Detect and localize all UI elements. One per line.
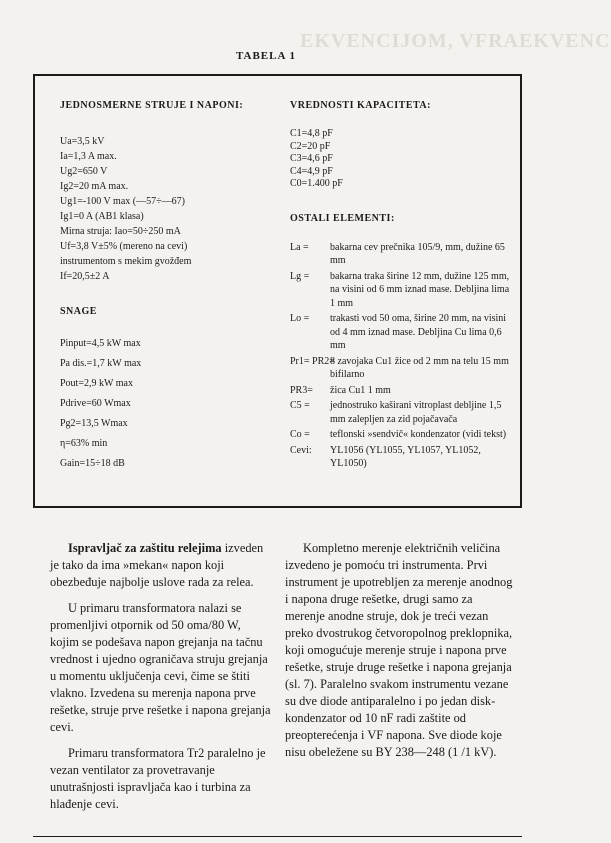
dc-line: Ia=1,3 A max. xyxy=(60,151,117,162)
paragraph xyxy=(50,540,272,591)
dc-line: Ug2=650 V xyxy=(60,166,108,177)
table-title: TABELA 1 xyxy=(236,50,297,62)
element-item xyxy=(290,355,512,382)
power-line: Pa dis.=1,7 kW max xyxy=(60,358,142,369)
dc-line: If=20,5±2 A xyxy=(60,271,110,282)
footer-rule xyxy=(33,836,522,837)
element-item xyxy=(290,241,512,268)
element-value: žica Cu1 1 mm xyxy=(330,384,391,396)
power-line: Pinput=4,5 kW max xyxy=(60,338,141,349)
dc-line: Ua=3,5 kV xyxy=(60,136,105,147)
element-item xyxy=(290,399,512,426)
table-border-bottom xyxy=(33,506,522,508)
table-right-column xyxy=(290,100,512,473)
paragraph: Primaru transformatora Tr2 paralelno je vezan ventilator za provetravanje unutrašnjosti ispravljača kao i turbina za hlađenje cevi. xyxy=(50,746,266,811)
dc-line: Uf=3,8 V±5% (mereno na cevi) xyxy=(60,241,188,252)
dc-line: Ug1=-100 V max (—57÷—67) xyxy=(60,196,185,207)
table-border-top xyxy=(33,74,522,76)
element-item xyxy=(290,270,512,311)
element-key: Lg = xyxy=(290,270,310,282)
paragraph-lead: Ispravljač za zaštitu relejima xyxy=(68,541,222,555)
element-value: teflonski »sendvič« kondenzator (vidi tekst) xyxy=(330,429,507,440)
element-item xyxy=(290,384,512,398)
paragraph-text: izveden je tako da ima »mekan« napon koji obezbeđuje najbolje uslove rada za relea. xyxy=(50,541,264,589)
element-item xyxy=(290,428,512,442)
element-key: Lo = xyxy=(290,313,310,324)
paragraph: U primaru transformatora nalazi se promenljivi otpornik od 50 oma/80 W, kojim se podešava napon grejanja na tačnu vrednost i ujedno ograničava struju grejanja u momentu uključenja cevi, čime se štiti vlakno. Izvedena su merenja napona prve rešetke, struje prve rešetke i napona grejanja cevi. xyxy=(50,601,271,734)
body-left-column xyxy=(50,540,272,822)
table-left-column xyxy=(60,100,270,474)
paragraph: Kompletno merenje električnih veličina izvedeno je pomoću tri instrumenta. Prvi instrument je upotrebljen za merenje anodnog i napona druge rešetke, drugi samo za merenje anodne struje, dok je treći vezan preko dvostrukog četvoropolnog preklopnika, koji omogućuje merenje struje i napona prve rešetke, struje druge rešetke i napona grejanja (sl. 7). Paralelno svakom instrumentu vezane su dve diode antiparalelno i po jedan disk-kondenzator od 10 nF radi zaštite od preopterećenja i VF napona. Sve diode koje nisu obeležene su BY 238—248 (1 /1 kV). xyxy=(285,541,513,759)
cap-line: C1=4,8 pF xyxy=(290,128,333,139)
element-key: La = xyxy=(290,241,309,253)
power-line: Pout=2,9 kW max xyxy=(60,378,133,389)
cap-line: C2=20 pF xyxy=(290,140,331,152)
dc-line: instrumentom s mekim gvožđem xyxy=(60,256,192,267)
element-value: bakarna traka širine 12 mm, dužine 125 mm, na visini od 6 mm iznad mase. Debljina lima 1 mm xyxy=(330,270,510,309)
dc-heading: JEDNOSMERNE STRUJE I NAPONI: xyxy=(60,100,244,111)
cap-line: C0=1.400 pF xyxy=(290,178,343,189)
cap-line: C3=4,6 pF xyxy=(290,153,333,164)
element-value: bakarna cev prečnika 105/9, mm, dužine 65 mm xyxy=(330,241,505,266)
element-item xyxy=(290,312,512,353)
power-line: Pg2=13,5 Wmax xyxy=(60,418,128,429)
power-line: Pdrive=60 Wmax xyxy=(60,398,131,409)
power-heading: SNAGE xyxy=(60,306,97,317)
power-line: Gain=15÷18 dB xyxy=(60,458,125,469)
element-key: Pr1= PR2= xyxy=(290,355,335,367)
elements-heading: OSTALI ELEMENTI: xyxy=(290,212,395,224)
element-value: 8 zavojaka Cu1 žice od 2 mm na telu 15 mm bifilarno xyxy=(330,355,509,380)
cap-line: C4=4,9 pF xyxy=(290,165,333,177)
table-border-right xyxy=(520,76,522,507)
body-right-column xyxy=(285,540,515,770)
element-key: Co = xyxy=(290,429,310,440)
element-item xyxy=(290,444,512,471)
table-border-left xyxy=(33,76,35,507)
element-value: YL1056 (YL1055, YL1057, YL1052, YL1050) xyxy=(330,444,481,469)
dc-line: Ig2=20 mA max. xyxy=(60,181,129,192)
capacitance-heading: VREDNOSTI KAPACITETA: xyxy=(290,100,431,111)
dc-line: Ig1=0 A (AB1 klasa) xyxy=(60,211,144,222)
power-line: η=63% min xyxy=(60,438,108,449)
dc-line: Mirna struja: Iao=50÷250 mA xyxy=(60,226,181,237)
element-value: jednostruko kaširani vitroplast debljine 1,5 mm zalepljen za zid pojačavača xyxy=(330,400,502,425)
bleed-through-text: EKVENCIJOM, VFRAEKVENC xyxy=(300,30,611,52)
element-key: C5 = xyxy=(290,400,310,411)
element-key: PR3= xyxy=(290,384,313,396)
element-value: trakasti vod 50 oma, širine 20 mm, na visini od 4 mm iznad mase. Debljina Cu lima 0,6 mm xyxy=(330,313,507,351)
element-key: Cevi: xyxy=(290,444,312,456)
